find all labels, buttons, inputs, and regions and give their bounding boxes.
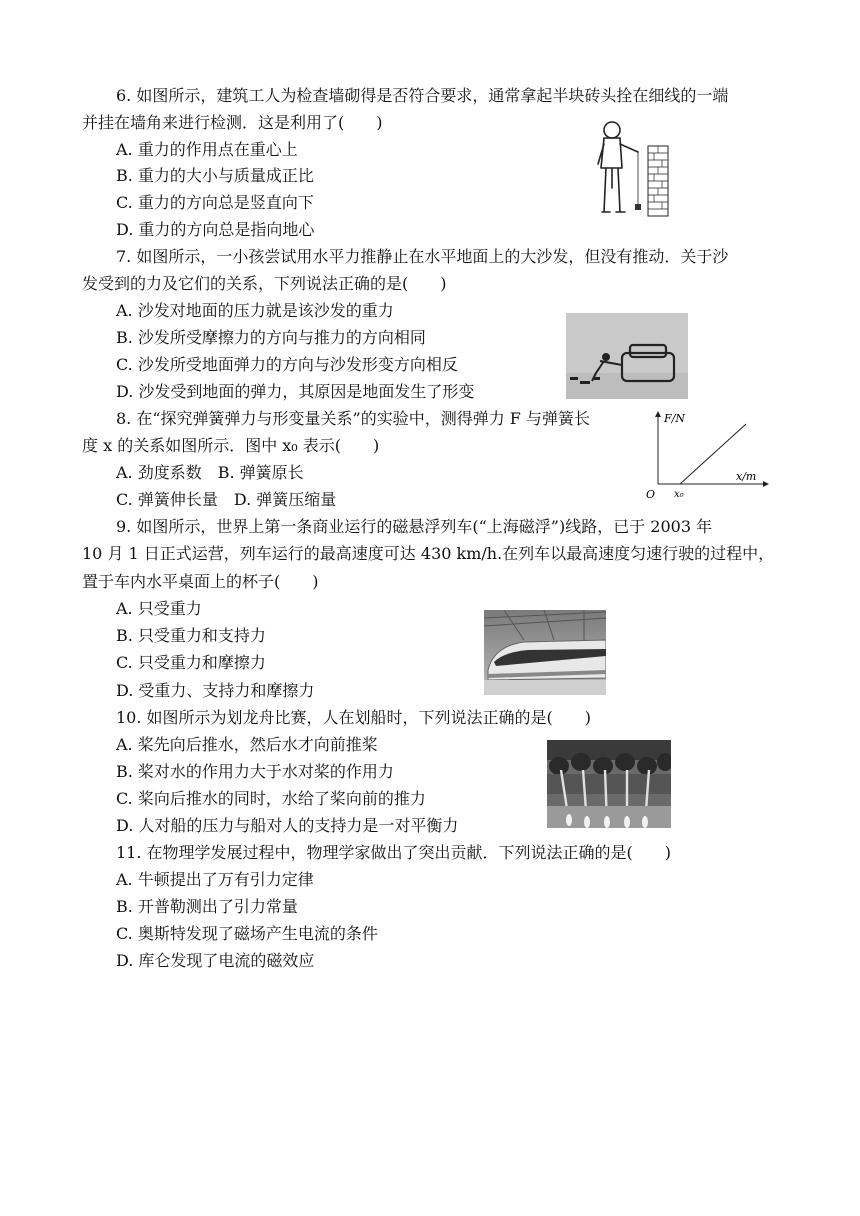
q7-stem-line2: 发受到的力及它们的关系，下列说法正确的是( ) [82, 274, 447, 293]
q8-options-cd: C. 弹簧伸长量 D. 弹簧压缩量 [116, 490, 337, 509]
dragon-boat-photo [547, 740, 671, 828]
q8-stem-line1: 8. 在“探究弹簧弹力与形变量关系”的实验中，测得弹力 F 与弹簧长 [116, 409, 590, 428]
q7-stem-line1: 7. 如图所示，一小孩尝试用水平力推静止在水平地面上的大沙发，但没有推动．关于沙 [116, 247, 729, 266]
graph-y-label: F/N [664, 412, 685, 425]
maglev-train-photo [484, 610, 606, 695]
q9-stem-line1: 9. 如图所示，世界上第一条商业运行的磁悬浮列车(“上海磁浮”)线路，已于 2003 年 [116, 517, 713, 536]
q7-option-c: C. 沙发所受地面弹力的方向与沙发形变方向相反 [116, 355, 458, 374]
graph-x0-label: x₀ [674, 489, 684, 500]
q7-option-d: D. 沙发受到地面的弹力，其原因是地面发生了形变 [116, 382, 475, 401]
q6-stem-line2: 并挂在墙角来进行检测．这是利用了( ) [82, 113, 383, 132]
q8-options-ab: A. 劲度系数 B. 弹簧原长 [116, 463, 304, 482]
q6-option-a: A. 重力的作用点在重心上 [116, 140, 298, 159]
q6-option-b: B. 重力的大小与质量成正比 [116, 166, 314, 185]
q7-option-b: B. 沙发所受摩擦力的方向与推力的方向相同 [116, 328, 426, 347]
spring-force-graph [644, 408, 774, 500]
q10-option-b: B. 桨对水的作用力大于水对桨的作用力 [116, 762, 394, 781]
q10-stem-line1: 10. 如图所示为划龙舟比赛，人在划船时，下列说法正确的是( ) [116, 708, 592, 727]
q9-option-a: A. 只受重力 [116, 599, 202, 618]
q11-option-b: B. 开普勒测出了引力常量 [116, 897, 298, 916]
q9-option-b: B. 只受重力和支持力 [116, 626, 266, 645]
graph-origin-label: O [646, 488, 656, 500]
q11-stem-line1: 11. 在物理学发展过程中，物理学家做出了突出贡献．下列说法正确的是( ) [116, 843, 672, 862]
q9-stem-line3: 置于车内水平桌面上的杯子( ) [82, 572, 319, 591]
q10-option-c: C. 桨向后推水的同时，水给了桨向前的推力 [116, 789, 426, 808]
q9-option-c: C. 只受重力和摩擦力 [116, 653, 266, 672]
graph-x-label: x/m [736, 470, 757, 483]
q6-stem-line1: 6. 如图所示，建筑工人为检查墙砌得是否符合要求，通常拿起半块砖头拴在细线的一端 [116, 86, 729, 105]
q9-option-d: D. 受重力、支持力和摩擦力 [116, 681, 315, 700]
q11-option-d: D. 库仑发现了电流的磁效应 [116, 951, 315, 970]
q6-option-d: D. 重力的方向总是指向地心 [116, 220, 315, 239]
q10-option-a: A. 桨先向后推水，然后水才向前推桨 [116, 735, 378, 754]
q7-option-a: A. 沙发对地面的压力就是该沙发的重力 [116, 301, 394, 320]
q9-stem-line2: 10 月 1 日正式运营，列车运行的最高速度可达 430 km/h.在列车以最高速度匀速行驶的过程中， [82, 544, 775, 563]
child-pushing-sofa-photo [566, 313, 688, 399]
q11-option-a: A. 牛顿提出了万有引力定律 [116, 870, 314, 889]
q6-option-c: C. 重力的方向总是竖直向下 [116, 193, 314, 212]
q8-stem-line2: 度 x 的关系如图所示．图中 x₀ 表示( ) [82, 436, 380, 455]
q11-option-c: C. 奥斯特发现了磁场产生电流的条件 [116, 924, 378, 943]
worker-plumb-line-figure [592, 118, 674, 218]
q10-option-d: D. 人对船的压力与船对人的支持力是一对平衡力 [116, 816, 459, 835]
